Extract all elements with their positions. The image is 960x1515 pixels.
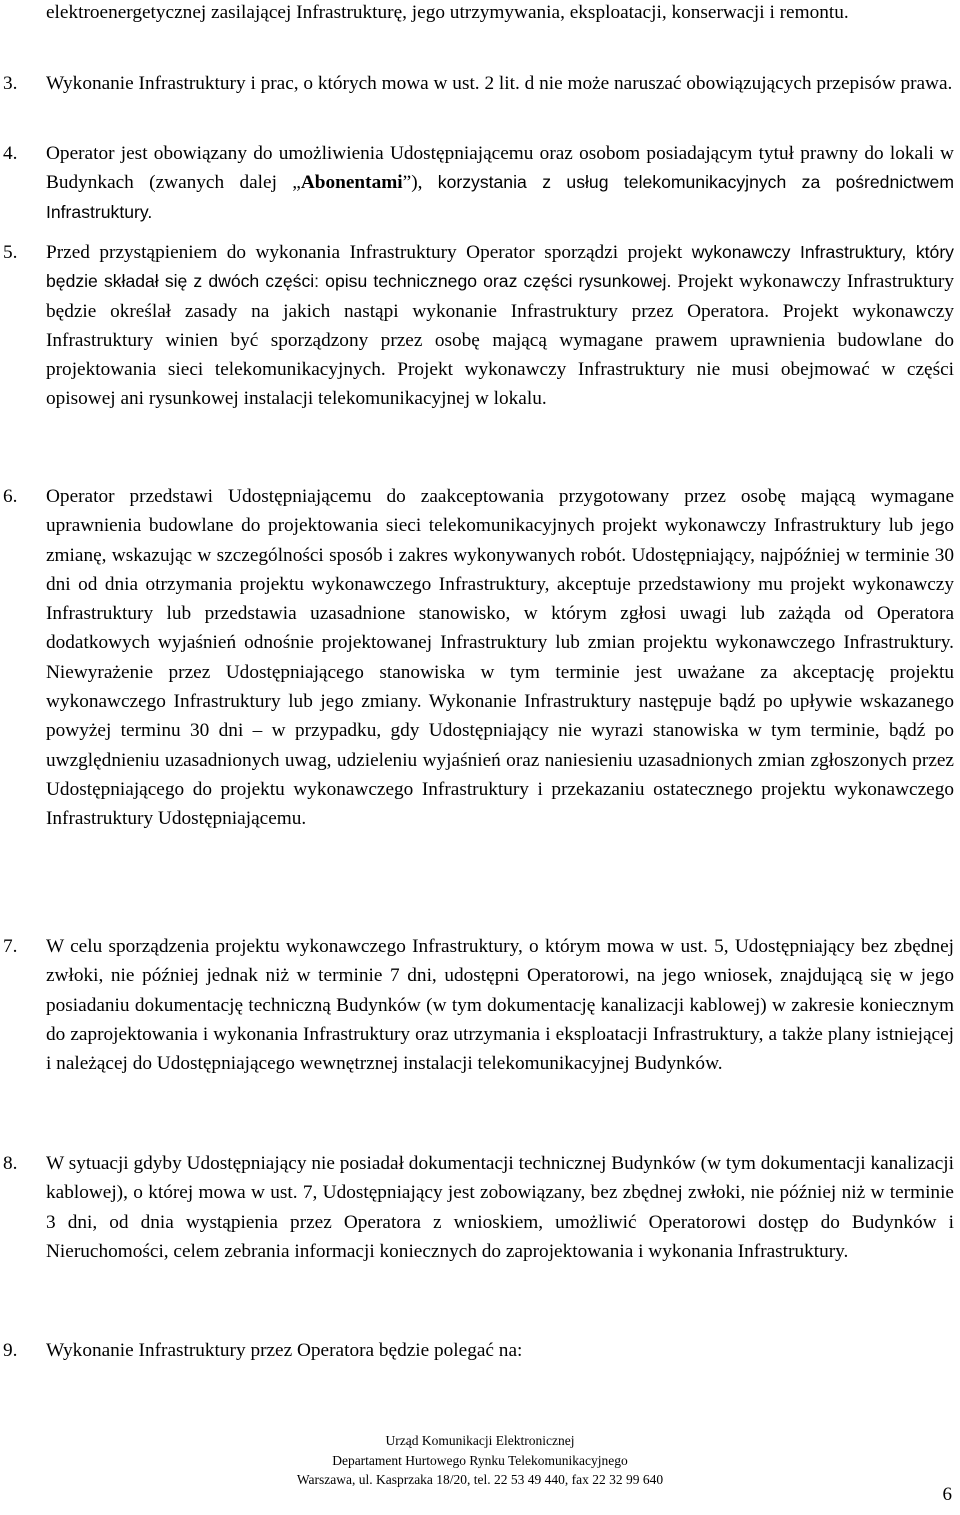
paragraph-7: W celu sporządzenia projektu wykonawczego Infrastruktury, o którym mowa w ust. 5, Udostępniający bez zbędnej zwłoki, nie później jednak niż w terminie 7 dni, udostępni Operatorowi, na jego wniosek, znajdującą się w jego posiadaniu dokumentację techniczną Budynków (w tym dokumentację kanalizacji kablowej) w zakresie koniecznym do zaprojektowania i wykonania Infrastruktury oraz utrzymania i eksploatacji Infrastruktury, a także plany istniejącej i należącej do Udostępniającego wewnętrznej instalacji telekomunikacyjnej Budynków.	[46, 936, 954, 1075]
footer-department: Departament Hurtowego Rynku Telekomunikacyjnego	[332, 1453, 628, 1468]
paragraph-5-text-b: wykonawczy Infrastruktury, który będzie składał się z dwóch części: opisu technicznego oraz części rysunkowej.	[46, 242, 954, 292]
item-number-7: 7.	[3, 936, 18, 957]
paragraph-8: W sytuacji gdyby Udostępniający nie posiadał dokumentacji technicznej Budynków (w tym dokumentacji kanalizacji kablowej), o której mowa w ust. 7, Udostępniający jest zobowiązany, bez zbędnej zwłoki, nie później niż w terminie 3 dni, od dnia wystąpienia przez Operatora z wnioskiem, umożliwić Operatorowi dostęp do Budynków i Nieruchomości, celem zebrania informacji koniecznych do zaprojektowania i wykonania Infrastruktury.	[46, 1153, 954, 1262]
item-number-4: 4.	[3, 143, 18, 164]
item-number-9: 9.	[3, 1340, 18, 1361]
item-number-5: 5.	[3, 242, 18, 263]
defined-term-abonentami: Abonentami	[300, 172, 403, 194]
paragraph-4-text-a: Operator jest obowiązany do umożliwienia Udostępniającemu oraz osobom posiadającym tytuł prawny do lokali w Budynkach (zwanych dalej „	[46, 143, 954, 194]
item-number-8: 8.	[3, 1153, 18, 1174]
footer-office-name: Urząd Komunikacji Elektronicznej	[385, 1433, 575, 1448]
paragraph-4-text-b: ”),	[402, 172, 438, 194]
item-number-6: 6.	[3, 486, 18, 507]
paragraph-9: Wykonanie Infrastruktury przez Operatora będzie polegać na:	[46, 1340, 523, 1361]
paragraph-2-continuation: elektroenergetycznej zasilającej Infrastrukturę, jego utrzymywania, eksploatacji, konserwacji i remontu.	[46, 2, 849, 23]
paragraph-6: Operator przedstawi Udostępniającemu do zaakceptowania przygotowany przez osobę mającą wymagane uprawnienia budowlane do projektowania sieci telekomunikacyjnych projekt wykonawczy Infrastruktury lub jego zmianę, wskazując w szczególności sposób i zakres wykonywanych robót. Udostępniający, najpóźniej w terminie 30 dni od dnia otrzymania projektu wykonawczego Infrastruktury, akceptuje przedstawiony mu projekt wykonawczy Infrastruktury lub przedstawia uzasadnione stanowisko, w którym zgłosi uwagi lub zażąda od Operatora dodatkowych wyjaśnień odnośnie projektowanej Infrastruktury lub zmian projektu wykonawczego Infrastruktury. Niewyrażenie przez Udostępniającego stanowiska w tym terminie jest uważane za akceptację projektu wykonawczego Infrastruktury lub jego zmiany. Wykonanie Infrastruktury następuje bądź po upływie wskazanego powyżej terminu 30 dni – w przypadku, gdy Udostępniający nie wyrazi stanowiska w tym terminie, bądź po uwzględnieniu uzasadnionych uwag, udzieleniu wyjaśnień oraz naniesieniu uzasadnionych zmian zgłoszonych przez Udostępniającego do projektu wykonawczego Infrastruktury i przekazaniu ostatecznego projektu wykonawczego Infrastruktury Udostępniającemu.	[46, 486, 954, 830]
footer-address: Warszawa, ul. Kasprzaka 18/20, tel. 22 53 49 440, fax 22 32 99 640	[296, 1472, 664, 1487]
paragraph-5	[46, 238, 954, 414]
page-number: 6	[942, 1484, 952, 1505]
paragraph-4-text-c: korzystania z usług telekomunikacyjnych za pośrednictwem Infrastruktury.	[46, 172, 954, 222]
paragraph-5-text-a: Przed przystąpieniem do wykonania Infrastruktury Operator sporządzi projekt	[46, 242, 692, 263]
item-number-3: 3.	[3, 73, 18, 94]
paragraph-4	[46, 139, 954, 227]
paragraph-5-text-c: Projekt wykonawczy Infrastruktury będzie określał zasady na jakich nastąpi wykonanie Infrastruktury przez Operatora. Projekt wykonawczy Infrastruktury winien być sporządzony przez osobę mającą wymagane prawem uprawnienia budowlane do projektowania sieci telekomunikacyjnych. Projekt wykonawczy Infrastruktury nie musi obejmować w części opisowej ani rysunkowej instalacji telekomunikacyjnej w lokalu.	[46, 271, 954, 410]
paragraph-3: Wykonanie Infrastruktury i prac, o których mowa w ust. 2 lit. d nie może naruszać obowiązujących przepisów prawa.	[46, 73, 953, 94]
